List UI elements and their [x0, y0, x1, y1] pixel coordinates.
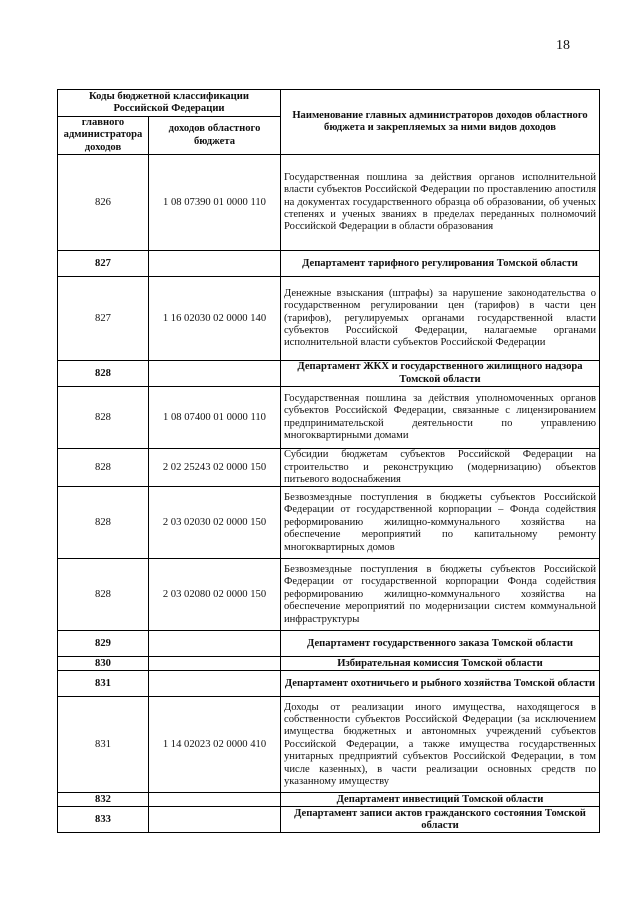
income-code-cell: 2 03 02080 02 0000 150	[149, 559, 281, 631]
admin-code-cell: 827	[58, 251, 149, 277]
income-code-cell: 1 16 02030 02 0000 140	[149, 277, 281, 361]
table-row	[58, 487, 600, 559]
admin-code-cell: 828	[58, 387, 149, 449]
income-description-cell: Субсидии бюджетам субъектов Российской Федерации на строительство и реконструкцию (модернизацию) объектов питьевого водоснабжения	[281, 449, 600, 487]
income-code-cell: 2 02 25243 02 0000 150	[149, 449, 281, 487]
income-code-header: доходов областного бюджета	[149, 117, 281, 155]
income-description-cell: Денежные взыскания (штрафы) за нарушение законодательства о государственном регулировании цен (тарифов) в части цен (тарифов), регулируемых органами государственной власти субъектов Российской Федерации, налагаемые органами исполнительной власти субъектов Российской Федерации	[281, 277, 600, 361]
page-number: 18	[556, 38, 570, 53]
department-row	[58, 657, 600, 671]
budget-classification-table	[57, 89, 600, 833]
department-row	[58, 361, 600, 387]
income-code-cell: 1 14 02023 02 0000 410	[149, 697, 281, 793]
department-row	[58, 671, 600, 697]
income-description-cell: Государственная пошлина за действия органов исполнительной власти субъектов Российской Федерации по проставлению апостиля на документах государственного образца об образовании, об ученых степенях и ученых званиях в пределах переданных полномочий Российской Федерации в области образования	[281, 155, 600, 251]
admin-code-cell: 829	[58, 631, 149, 657]
admin-code-header: главного администратора доходов	[58, 117, 149, 155]
department-name-cell: Департамент государственного заказа Томской области	[281, 631, 600, 657]
income-description-cell: Безвозмездные поступления в бюджеты субъектов Российской Федерации от государственной корпорации Фонда содействия реформированию жилищно-коммунального хозяйства на обеспечение мероприятий по модернизации систем коммунальной инфраструктуры	[281, 559, 600, 631]
department-row	[58, 251, 600, 277]
admin-code-cell: 833	[58, 807, 149, 833]
admin-code-cell: 832	[58, 793, 149, 807]
codes-group-header: Коды бюджетной классификации Российской Федерации	[58, 90, 281, 117]
table-row	[58, 277, 600, 361]
admin-code-cell: 831	[58, 671, 149, 697]
income-code-cell	[149, 631, 281, 657]
department-row	[58, 631, 600, 657]
table-row	[58, 387, 600, 449]
department-name-cell: Избирательная комиссия Томской области	[281, 657, 600, 671]
admin-name-header: Наименование главных администраторов доходов областного бюджета и закрепляемых за ними видов доходов	[281, 90, 600, 155]
department-name-cell: Департамент инвестиций Томской области	[281, 793, 600, 807]
department-row	[58, 793, 600, 807]
admin-code-cell: 828	[58, 449, 149, 487]
income-description-cell: Безвозмездные поступления в бюджеты субъектов Российской Федерации от государственной корпорации – Фонда содействия реформированию жилищно-коммунального хозяйства на обеспечение мероприятий по капитальному ремонту многоквартирных домов	[281, 487, 600, 559]
income-code-cell: 2 03 02030 02 0000 150	[149, 487, 281, 559]
income-code-cell	[149, 793, 281, 807]
income-description-cell: Доходы от реализации иного имущества, находящегося в собственности субъектов Российской Федерации (за исключением имущества бюджетных и автономных учреждений субъектов Российской Федерации, а также имущества государственных унитарных предприятий субъектов Российской Федерации, в том числе казенных), в части реализации основных средств по указанному имуществу	[281, 697, 600, 793]
department-row	[58, 807, 600, 833]
table-row	[58, 449, 600, 487]
table-row	[58, 155, 600, 251]
admin-code-cell: 828	[58, 559, 149, 631]
table-row	[58, 697, 600, 793]
table-row	[58, 559, 600, 631]
admin-code-cell: 830	[58, 657, 149, 671]
income-code-cell	[149, 251, 281, 277]
department-name-cell: Департамент охотничьего и рыбного хозяйства Томской области	[281, 671, 600, 697]
admin-code-cell: 831	[58, 697, 149, 793]
department-name-cell: Департамент записи актов гражданского состояния Томской области	[281, 807, 600, 833]
admin-code-cell: 826	[58, 155, 149, 251]
department-name-cell: Департамент тарифного регулирования Томской области	[281, 251, 600, 277]
income-code-cell	[149, 671, 281, 697]
income-code-cell: 1 08 07400 01 0000 110	[149, 387, 281, 449]
admin-code-cell: 828	[58, 361, 149, 387]
admin-code-cell: 828	[58, 487, 149, 559]
income-code-cell	[149, 657, 281, 671]
department-name-cell: Департамент ЖКХ и государственного жилищного надзора Томской области	[281, 361, 600, 387]
admin-code-cell: 827	[58, 277, 149, 361]
income-code-cell: 1 08 07390 01 0000 110	[149, 155, 281, 251]
income-code-cell	[149, 807, 281, 833]
income-description-cell: Государственная пошлина за действия уполномоченных органов субъектов Российской Федерации, связанные с лицензированием предпринимательской деятельности по управлению многоквартирными домами	[281, 387, 600, 449]
income-code-cell	[149, 361, 281, 387]
